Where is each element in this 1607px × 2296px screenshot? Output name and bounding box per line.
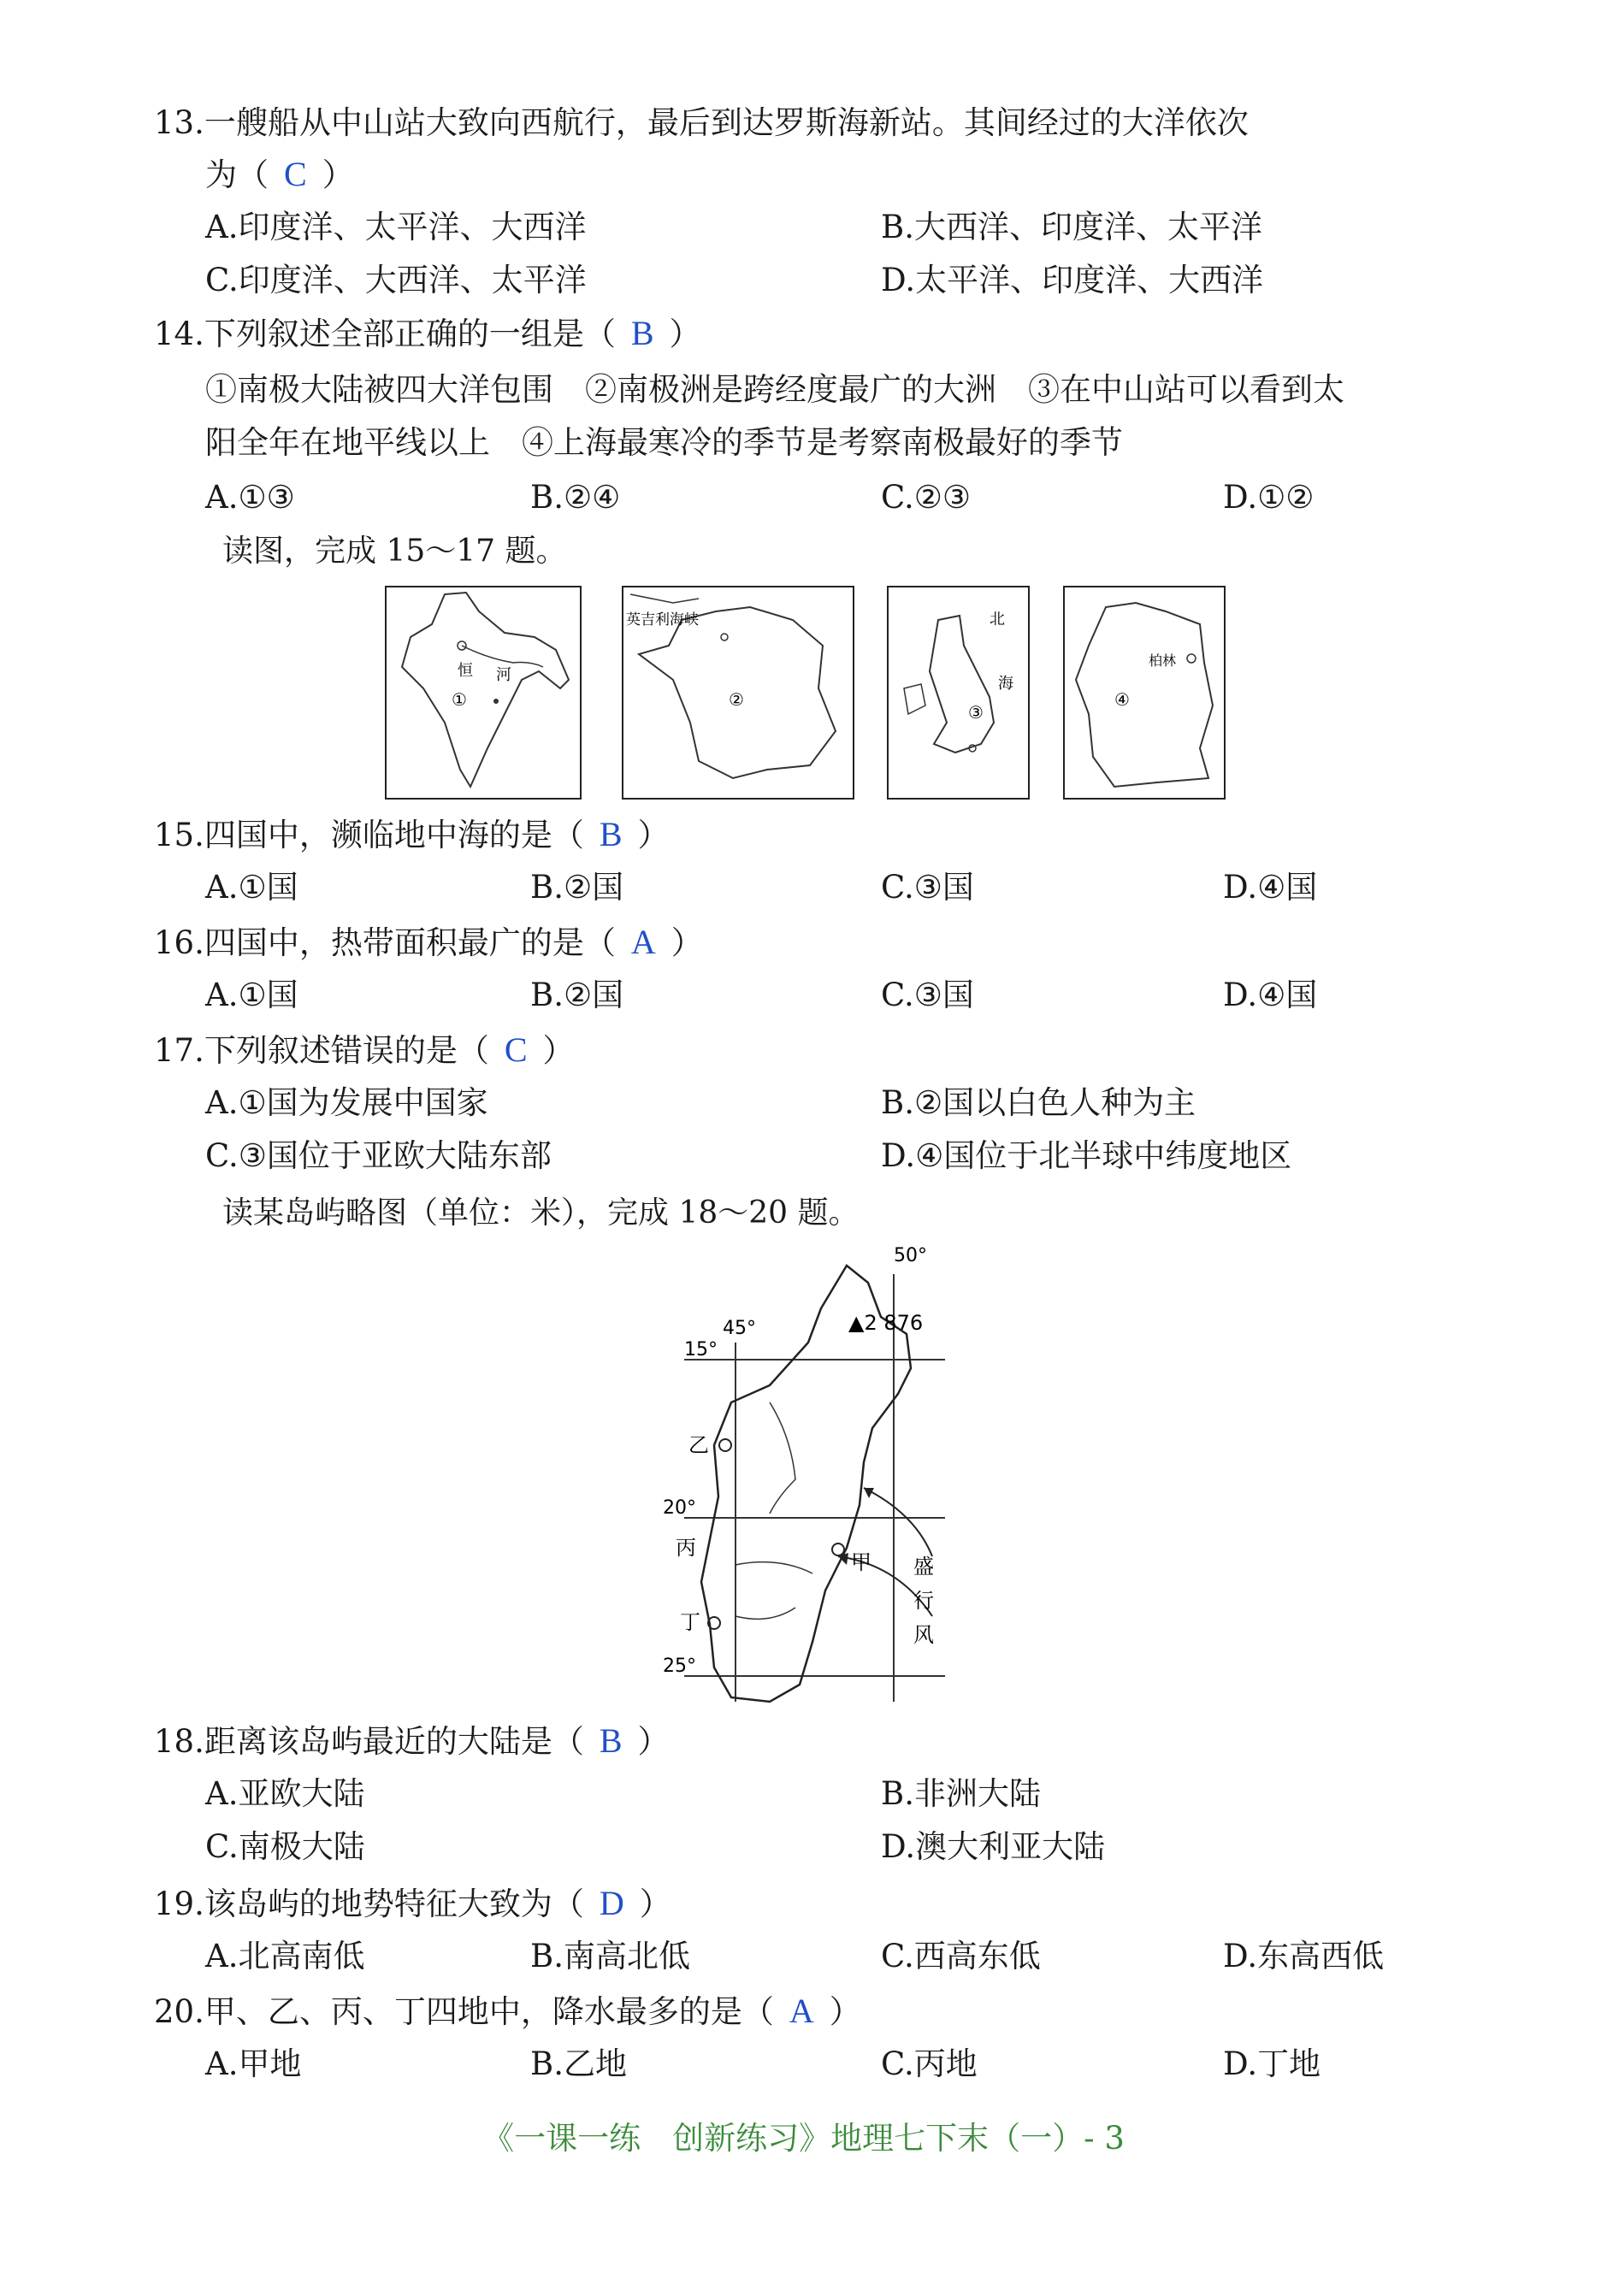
map3-number: ③ <box>968 702 984 723</box>
q14-option-a: A.①③ <box>205 479 295 516</box>
map4-number: ④ <box>1114 689 1130 710</box>
q13-option-c: C.印度洋、大西洋、太平洋 <box>205 262 587 298</box>
q20-option-c: C.丙地 <box>881 2045 978 2082</box>
q18-answer: B <box>599 1721 623 1760</box>
map2-number: ② <box>729 689 744 710</box>
q17-answer: C <box>504 1030 528 1069</box>
q15-answer: B <box>599 815 623 853</box>
q18-option-d: D.澳大利亚大陆 <box>881 1828 1106 1865</box>
island-lat-20: 20° <box>663 1497 696 1519</box>
q13-answer: C <box>284 155 307 193</box>
q19-answer: D <box>599 1884 624 1922</box>
prevailing-wind-label-1: 盛 <box>913 1555 934 1579</box>
q16-option-c: C.③国 <box>881 977 974 1013</box>
q17-stem: 17.下列叙述错误的是（ C ） <box>154 1030 575 1069</box>
map3-sea-label2: 海 <box>998 675 1013 693</box>
q14-statements-line1: ①南极大陆被四大洋包围 ②南极洲是跨经度最广的大洲 ③在中山站可以看到太 <box>205 371 1344 408</box>
q17-option-a: A.①国为发展中国家 <box>205 1084 488 1121</box>
page-footer: 《一课一练 创新练习》地理七下末（一）- 3 <box>482 2120 1125 2157</box>
q20-answer: A <box>789 1992 814 2030</box>
map1-river-label1: 恒 <box>458 662 473 680</box>
q15-option-a: A.①国 <box>205 869 298 906</box>
q18-option-c: C.南极大陆 <box>205 1828 365 1865</box>
q14-statements-line2: 阳全年在地平线以上 ④上海最寒冷的季节是考察南极最好的季节 <box>205 424 1123 461</box>
q13-option-a: A.印度洋、太平洋、大西洋 <box>205 209 587 245</box>
island-lon-50: 50° <box>894 1245 927 1266</box>
q19-option-c: C.西高东低 <box>881 1938 1041 1974</box>
island-peak-elevation: ▲2 876 <box>848 1311 924 1335</box>
q17-option-d: D.④国位于北半球中纬度地区 <box>881 1137 1292 1174</box>
q14-option-d: D.①② <box>1223 479 1315 516</box>
map4-city-label: 柏林 <box>1149 652 1177 669</box>
q16-option-d: D.④国 <box>1223 977 1318 1013</box>
intro-15-17: 读图，完成 15～17 题。 <box>222 534 567 569</box>
island-label-yi: 乙 <box>688 1433 709 1457</box>
q17-option-b: B.②国以白色人种为主 <box>881 1084 1196 1121</box>
q16-option-a: A.①国 <box>205 977 298 1013</box>
island-label-jia: 甲 <box>851 1550 871 1574</box>
q18-stem: 18.距离该岛屿最近的大陆是（ B ） <box>154 1721 670 1760</box>
q13-option-b: B.大西洋、印度洋、太平洋 <box>881 209 1262 245</box>
q20-option-b: B.乙地 <box>530 2045 627 2082</box>
q15-option-d: D.④国 <box>1223 869 1318 906</box>
q15-stem: 15.四国中，濒临地中海的是（ B ） <box>154 815 670 853</box>
intro-18-20: 读某岛屿略图（单位：米），完成 18～20 题。 <box>222 1195 860 1231</box>
q14-stem: 14.下列叙述全部正确的一组是（ B ） <box>154 314 701 352</box>
q16-answer: A <box>630 923 656 961</box>
island-lat-15: 15° <box>684 1339 718 1360</box>
map-india <box>385 586 582 800</box>
q14-option-c: C.②③ <box>881 479 972 516</box>
map1-river-label2: 河 <box>496 666 511 684</box>
island-lon-45: 45° <box>723 1318 756 1339</box>
map-france <box>622 586 854 800</box>
q19-stem: 19.该岛屿的地势特征大致为（ D ） <box>154 1884 671 1922</box>
q19-option-b: B.南高北低 <box>530 1938 690 1974</box>
q13-option-d: D.太平洋、印度洋、大西洋 <box>881 262 1264 298</box>
map3-sea-label1: 北 <box>990 611 1005 629</box>
island-label-ding: 丁 <box>680 1610 700 1634</box>
map2-strait-label: 英吉利海峡 <box>626 611 699 629</box>
island-map <box>650 1240 975 1719</box>
q20-stem: 20.甲、乙、丙、丁四地中，降水最多的是（ A ） <box>154 1992 861 2030</box>
q13-stem-line2: 为（ C ） <box>205 155 354 193</box>
q19-option-a: A.北高南低 <box>205 1938 365 1974</box>
q20-option-d: D.丁地 <box>1223 2045 1321 2082</box>
q14-option-b: B.②④ <box>530 479 621 516</box>
prevailing-wind-label-2: 行 <box>913 1589 934 1613</box>
prevailing-wind-label-3: 风 <box>913 1623 934 1647</box>
q13-stem-line1: 13.一艘船从中山站大致向西航行，最后到达罗斯海新站。其间经过的大洋依次 <box>154 104 1249 141</box>
map-germany <box>1063 586 1226 800</box>
map1-number: ① <box>452 689 467 710</box>
map-uk <box>887 586 1030 800</box>
q18-option-a: A.亚欧大陆 <box>205 1775 365 1812</box>
q18-option-b: B.非洲大陆 <box>881 1775 1041 1812</box>
q15-option-c: C.③国 <box>881 869 974 906</box>
q14-answer: B <box>630 314 654 352</box>
q20-option-a: A.甲地 <box>205 2045 302 2082</box>
q15-option-b: B.②国 <box>530 869 624 906</box>
q16-option-b: B.②国 <box>530 977 624 1013</box>
q19-option-d: D.东高西低 <box>1223 1938 1385 1974</box>
q17-option-c: C.③国位于亚欧大陆东部 <box>205 1137 552 1174</box>
q16-stem: 16.四国中，热带面积最广的是（ A ） <box>154 923 703 961</box>
island-label-bing: 丙 <box>676 1536 696 1560</box>
island-lat-25: 25° <box>663 1656 696 1677</box>
